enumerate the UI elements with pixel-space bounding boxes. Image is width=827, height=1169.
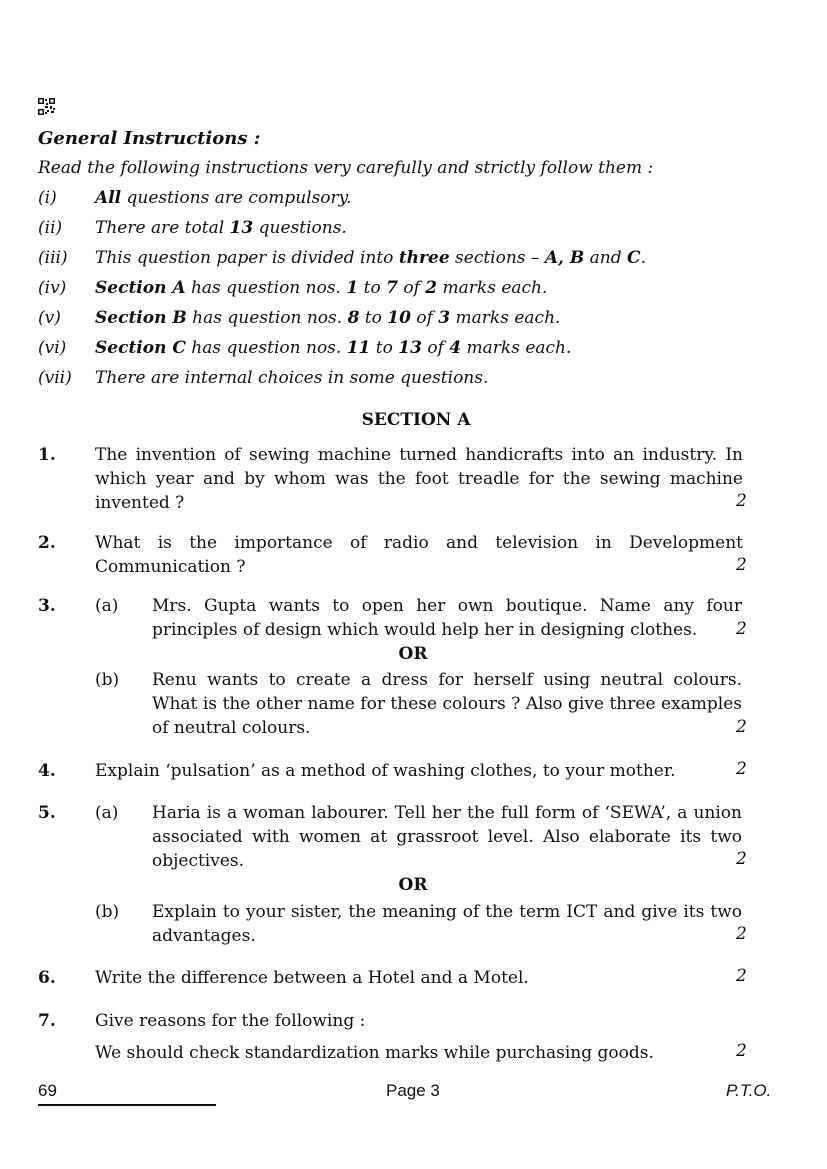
instruction-emphasis: 13 xyxy=(229,218,254,238)
question-number: 3. xyxy=(38,596,56,616)
instruction-fragment: There are total xyxy=(95,218,230,238)
instruction-number: (ii) xyxy=(38,218,63,238)
instruction-fragment: questions are compulsory. xyxy=(121,188,352,208)
instruction-number: (i) xyxy=(38,188,57,208)
instruction-text xyxy=(95,338,571,358)
instruction-fragment: . xyxy=(640,248,646,268)
instruction-text xyxy=(95,368,488,388)
instruction-fragment: to xyxy=(359,308,388,328)
instruction-item xyxy=(38,188,758,212)
question-text: Write the difference between a Hotel and a Motel. xyxy=(95,968,529,988)
option-b-label: (b) xyxy=(95,670,120,690)
instruction-emphasis: 3 xyxy=(438,308,451,328)
marks: 2 xyxy=(736,966,747,986)
question-number: 7. xyxy=(38,1011,56,1031)
option-a-text: Mrs. Gupta wants to open her own boutique. Name any four principles of design which would help her in designing clothes. xyxy=(152,596,742,640)
instruction-item xyxy=(38,368,758,392)
instruction-item xyxy=(38,308,758,332)
instruction-item xyxy=(38,248,758,272)
marks: 2 xyxy=(736,491,747,511)
instruction-fragment: marks each. xyxy=(461,338,572,358)
question-text: Explain ‘pulsation’ as a method of washing clothes, to your mother. xyxy=(95,761,676,781)
qr-code-icon xyxy=(38,98,55,115)
instruction-item xyxy=(38,218,758,242)
footer-rule xyxy=(38,1104,216,1106)
instruction-number: (vi) xyxy=(38,338,67,358)
option-b-text: Renu wants to create a dress for herself using neutral colours. What is the other name for these colours ? Also give three examples of neutral colours. xyxy=(152,670,742,738)
instruction-number: (vii) xyxy=(38,368,72,388)
instruction-fragment: questions. xyxy=(253,218,347,238)
instruction-number: (v) xyxy=(38,308,61,328)
paper-code: 69 xyxy=(38,1081,57,1100)
instruction-text xyxy=(95,218,347,238)
option-a-label: (a) xyxy=(95,596,119,616)
question-text: What is the importance of radio and television in Development Communication ? xyxy=(95,533,743,577)
instruction-fragment: This question paper is divided into xyxy=(95,248,399,268)
marks: 2 xyxy=(736,619,747,639)
instruction-fragment: to xyxy=(358,278,387,298)
instruction-fragment: marks each. xyxy=(450,308,561,328)
instruction-emphasis: 1 xyxy=(346,278,359,298)
instruction-emphasis: Section A xyxy=(95,278,186,298)
instruction-fragment: to xyxy=(370,338,399,358)
instruction-text xyxy=(95,188,351,208)
marks: 2 xyxy=(736,555,747,575)
instruction-fragment: has question nos. xyxy=(185,338,347,358)
or-separator: OR xyxy=(398,875,428,895)
option-a-label: (a) xyxy=(95,803,119,823)
instruction-emphasis: 13 xyxy=(398,338,422,358)
option-b-text: Explain to your sister, the meaning of the term ICT and give its two advantages. xyxy=(152,902,742,946)
instruction-fragment: has question nos. xyxy=(185,278,347,298)
instruction-fragment: of xyxy=(410,308,439,328)
section-title: SECTION A xyxy=(361,410,471,430)
pto-label: P.T.O. xyxy=(726,1081,772,1100)
question-subtext: We should check standardization marks while purchasing goods. xyxy=(95,1043,654,1063)
instruction-fragment: and xyxy=(584,248,628,268)
instruction-emphasis: 11 xyxy=(346,338,371,358)
instruction-item xyxy=(38,338,758,362)
question-text: The invention of sewing machine turned handicrafts into an industry. In which year and by whom was the foot treadle for the sewing machine invented ? xyxy=(95,445,743,513)
instruction-fragment: of xyxy=(421,338,450,358)
marks: 2 xyxy=(736,759,747,779)
instruction-emphasis: 2 xyxy=(425,278,438,298)
instruction-emphasis: 7 xyxy=(386,278,398,298)
option-a-text: Haria is a woman labourer. Tell her the full form of ‘SEWA’, a union associated with women at grassroot level. Also elaborate its two objectives. xyxy=(152,803,742,871)
instruction-text xyxy=(95,278,547,298)
instruction-item xyxy=(38,278,758,302)
instruction-emphasis: C xyxy=(627,248,641,268)
question-text: Give reasons for the following : xyxy=(95,1011,366,1031)
instruction-emphasis: Section C xyxy=(95,338,186,358)
instruction-emphasis: Section B xyxy=(95,308,187,328)
instruction-emphasis: All xyxy=(95,188,122,208)
question-number: 2. xyxy=(38,533,56,553)
marks: 2 xyxy=(736,1041,747,1061)
question-number: 5. xyxy=(38,803,56,823)
page-number: Page 3 xyxy=(386,1081,440,1100)
marks: 2 xyxy=(736,849,747,869)
instruction-number: (iii) xyxy=(38,248,68,268)
instruction-emphasis: A, B xyxy=(544,248,585,268)
option-b-label: (b) xyxy=(95,902,120,922)
question-number: 1. xyxy=(38,445,56,465)
instruction-emphasis: 10 xyxy=(387,308,411,328)
instruction-emphasis: 4 xyxy=(449,338,462,358)
instruction-fragment: of xyxy=(397,278,426,298)
question-number: 4. xyxy=(38,761,56,781)
instruction-fragment: sections – xyxy=(449,248,545,268)
instructions-intro: Read the following instructions very carefully and strictly follow them : xyxy=(38,158,654,178)
instruction-emphasis: three xyxy=(398,248,450,268)
question-number: 6. xyxy=(38,968,56,988)
instruction-number: (iv) xyxy=(38,278,67,298)
instruction-text xyxy=(95,308,560,328)
general-instructions-heading: General Instructions : xyxy=(38,128,261,149)
instruction-fragment: There are internal choices in some questions. xyxy=(95,368,489,388)
instruction-emphasis: 8 xyxy=(347,308,360,328)
instruction-text xyxy=(95,248,646,268)
instruction-fragment: has question nos. xyxy=(186,308,348,328)
instruction-fragment: marks each. xyxy=(437,278,548,298)
marks: 2 xyxy=(736,717,747,737)
or-separator: OR xyxy=(398,644,428,664)
marks: 2 xyxy=(736,924,747,944)
